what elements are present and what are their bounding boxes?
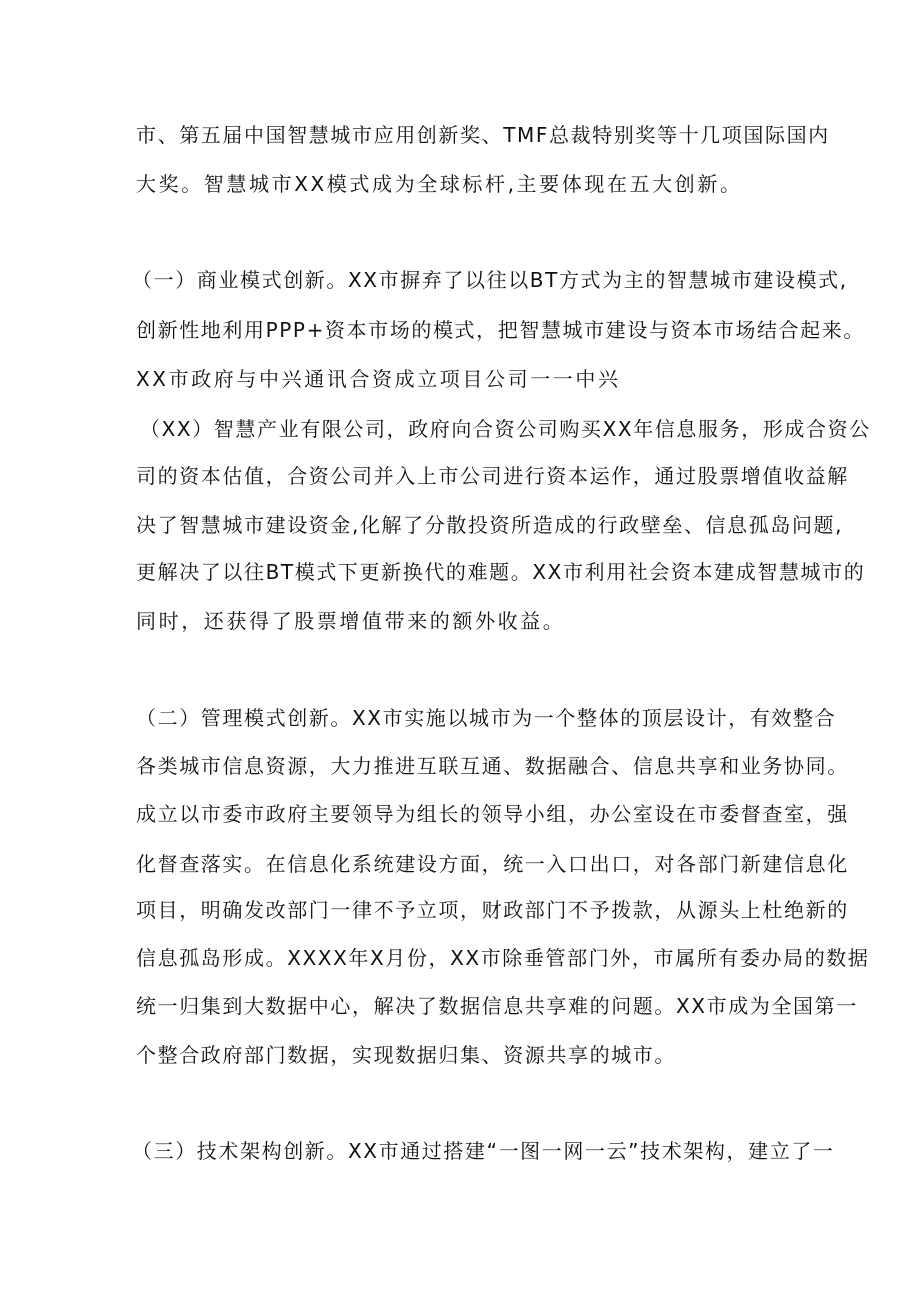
- text-line-3: （一）商业模式创新。XX市摒弃了以往以BT方式为主的智慧城市建设模式,: [132, 268, 848, 292]
- text-line-19: （三）技术架构创新。XX市通过搭建“一图一网一云”技术架构，建立了一: [132, 1139, 835, 1163]
- text-line-2: 大奖。智慧城市XX模式成为全球标杆,主要体现在五大创新。: [136, 172, 743, 196]
- text-line-6: （XX）智慧产业有限公司，政府向合资公司购买XX年信息服务，形成合资公: [140, 417, 871, 441]
- text-line-18: 个整合政府部门数据，实现数据归集、资源共享的城市。: [136, 1043, 676, 1067]
- text-line-17: 统一归集到大数据中心，解决了数据信息共享难的问题。XX市成为全国第一: [136, 994, 858, 1018]
- text-line-10: 同时，还获得了股票增值带来的额外收益。: [136, 609, 566, 633]
- text-line-15: 项目，明确发改部门一律不予立项，财政部门不予拨款，从源头上杜绝新的: [136, 898, 849, 922]
- text-line-5: XX市政府与中兴通讯合资成立项目公司一一中兴: [136, 367, 621, 391]
- text-line-14: 化督查落实。在信息化系统建设方面，统一入口出口，对各部门新建信息化: [136, 852, 849, 876]
- text-line-13: 成立以市委市政府主要领导为组长的领导小组，办公室设在市委督查室，强: [136, 802, 849, 826]
- text-line-9: 更解决了以往BT模式下更新换代的难题。XX市利用社会资本建成智慧城市的: [136, 560, 866, 584]
- text-line-7: 司的资本估值，合资公司并入上市公司进行资本运作，通过股票增值收益解: [136, 464, 849, 488]
- text-line-11: （二）管理模式创新。XX市实施以城市为一个整体的顶层设计，有效整合: [136, 706, 837, 730]
- text-line-8: 决了智慧城市建设资金,化解了分散投资所造成的行政壁垒、信息孤岛问题,: [136, 513, 844, 537]
- text-line-12: 各类城市信息资源，大力推进互联互通、数据融合、信息共享和业务协同。: [136, 754, 849, 778]
- text-line-16: 信息孤岛形成。XXXX年X月份，XX市除垂管部门外，市属所有委办局的数据: [136, 946, 870, 970]
- text-line-1: 市、第五届中国智慧城市应用创新奖、TMF总裁特别奖等十几项国际国内: [136, 123, 830, 147]
- text-line-4: 创新性地利用PPP+资本市场的模式，把智慧城市建设与资本市场结合起来。: [136, 318, 865, 342]
